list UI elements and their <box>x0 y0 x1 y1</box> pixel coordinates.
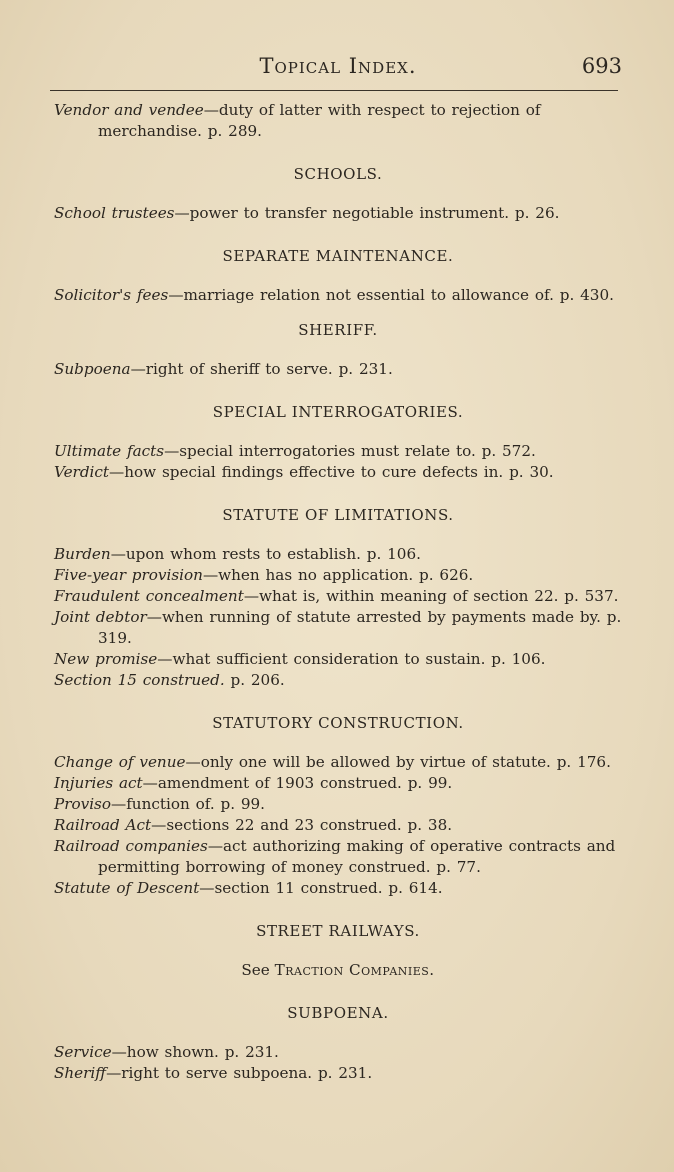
section-heading: STATUTE OF LIMITATIONS. <box>222 506 454 524</box>
page-header <box>54 52 622 82</box>
entry-text: —only one will be allowed by virtue of statute. p. 176. <box>185 753 611 771</box>
entry-term: Vendor and vendee <box>54 101 204 119</box>
entry-text: —what is, within meaning of section 22. p. 537. <box>243 587 619 605</box>
index-entry <box>54 607 622 649</box>
entry-term: Sheriff <box>54 1064 107 1082</box>
section-heading: STREET RAILWAYS. <box>256 922 420 940</box>
index-entry <box>54 670 622 691</box>
entry-text: —marriage relation not essential to allowance of. p. 430. <box>168 286 614 304</box>
index-entry <box>54 878 622 899</box>
entry-term: Service <box>54 1043 112 1061</box>
index-entry <box>54 544 622 565</box>
entry-text: —function of. p. 99. <box>111 795 265 813</box>
entry-term: Change of venue <box>54 753 186 771</box>
entry-text: —upon whom rests to establish. p. 106. <box>110 545 421 563</box>
index-entry <box>54 100 622 142</box>
header-rule <box>50 90 618 91</box>
section-heading: SEPARATE MAINTENANCE. <box>222 247 454 265</box>
entry-text: —what sufficient consideration to sustain. p. 106. <box>157 650 546 668</box>
index-entry <box>54 565 622 586</box>
entry-term: Injuries act <box>54 774 143 792</box>
index-entry <box>54 752 622 773</box>
entry-text: —when has no application. p. 626. <box>202 566 474 584</box>
entry-text: —sections 22 and 23 construed. p. 38. <box>151 816 453 834</box>
section-heading: STATUTORY CONSTRUCTION. <box>212 714 464 732</box>
index-entry <box>54 1042 622 1063</box>
entry-text: —how special findings effective to cure defects in. p. 30. <box>109 463 554 481</box>
index-entry <box>54 285 622 306</box>
entry-text: —special interrogatories must relate to. p. 572. <box>164 442 536 460</box>
entry-term: Solicitor's fees <box>54 286 169 304</box>
index-content <box>54 100 622 1084</box>
index-entry <box>54 794 622 815</box>
running-title: Topical Index. <box>259 54 417 78</box>
index-entry <box>54 586 622 607</box>
entry-text: —amendment of 1903 construed. p. 99. <box>142 774 453 792</box>
index-entry <box>54 359 622 380</box>
cross-reference <box>54 960 622 981</box>
entry-term: Verdict <box>54 463 110 481</box>
section-heading: SUBPOENA. <box>287 1004 389 1022</box>
entry-text: —when running of statute arrested by payments made by. p. 319. <box>98 608 622 647</box>
entry-term: Railroad companies <box>54 837 208 855</box>
index-entry <box>54 649 622 670</box>
entry-text: —duty of latter with respect to rejection of merchandise. p. 289. <box>98 101 541 140</box>
see-prefix: See <box>241 961 275 979</box>
index-entry <box>54 1063 622 1084</box>
entry-term: Fraudulent concealment <box>54 587 244 605</box>
entry-text: —power to transfer negotiable instrument. p. 26. <box>174 204 560 222</box>
entry-term: Statute of Descent <box>54 879 200 897</box>
section-heading: SCHOOLS. <box>293 165 383 183</box>
entry-text: —section 11 construed. p. 614. <box>199 879 443 897</box>
index-entry <box>54 203 622 224</box>
entry-term: Subpoena <box>54 360 131 378</box>
entry-term: Ultimate facts <box>54 442 165 460</box>
page-number: 693 <box>581 54 622 78</box>
entry-term: Railroad Act <box>54 816 152 834</box>
entry-text: —act authorizing making of operative contracts and permitting borrowing of money construed. p. 77. <box>98 837 616 876</box>
index-entry <box>54 815 622 836</box>
section-heading: SPECIAL INTERROGATORIES. <box>212 403 464 421</box>
entry-term: New promise <box>54 650 158 668</box>
index-entry <box>54 773 622 794</box>
index-entry <box>54 836 622 878</box>
entry-term: Burden <box>54 545 111 563</box>
entry-term: Section 15 construed. <box>54 671 225 689</box>
entry-term: Joint debtor <box>54 608 147 626</box>
index-entry <box>54 462 622 483</box>
entry-term: Five-year provision <box>54 566 203 584</box>
entry-text: —how shown. p. 231. <box>111 1043 279 1061</box>
entry-text: —right of sheriff to serve. p. 231. <box>130 360 393 378</box>
entry-text: p. 206. <box>224 671 285 689</box>
section-heading: SHERIFF. <box>298 321 378 339</box>
entry-term: School trustees <box>54 204 175 222</box>
index-entry <box>54 441 622 462</box>
see-target: Traction Companies. <box>274 961 435 979</box>
entry-text: —right to serve subpoena. p. 231. <box>106 1064 373 1082</box>
entry-term: Proviso <box>54 795 111 813</box>
